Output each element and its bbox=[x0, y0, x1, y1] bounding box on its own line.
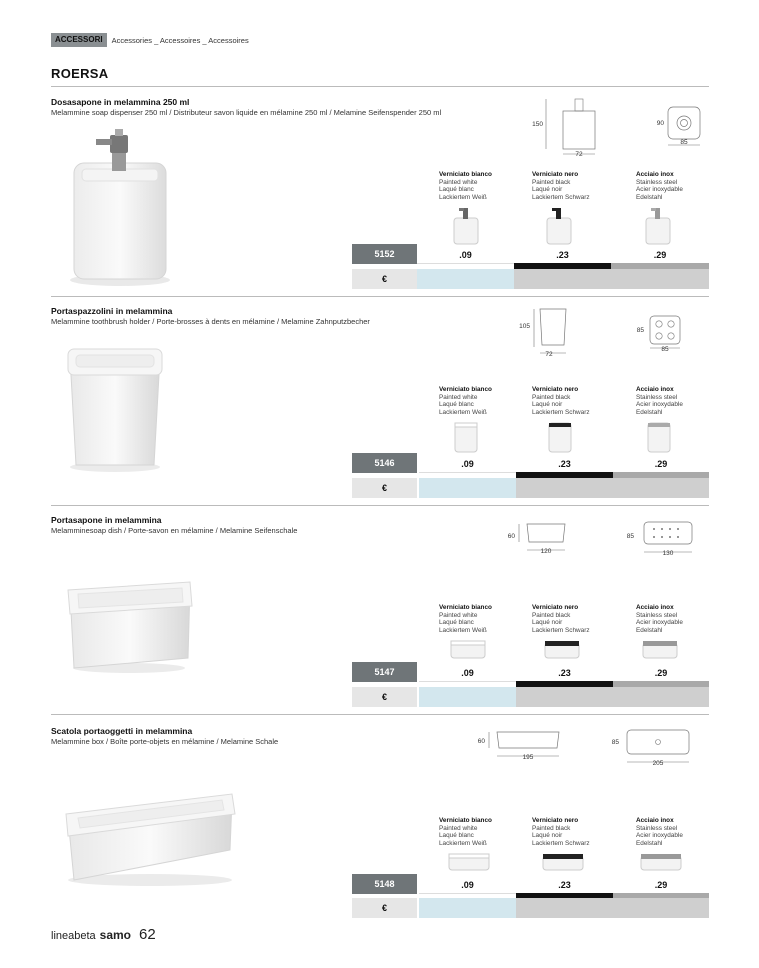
soap-dispenser-photo bbox=[60, 125, 180, 290]
holder-steel-thumbnail bbox=[645, 420, 673, 454]
product-description: Melammine toothbrush holder / Porte-brosses à dents en mélamine / Melamine Zahnputzbecher bbox=[51, 317, 370, 326]
product-title: Dosasapone in melammina 250 ml bbox=[51, 97, 190, 107]
dispenser-black-thumbnail bbox=[544, 204, 574, 246]
finish-steel: Acciaio inox Stainless steel Acier inoxydable Edelstahl bbox=[636, 817, 683, 847]
top-dimension-drawing bbox=[630, 312, 690, 356]
currency-label: € bbox=[352, 687, 417, 707]
finish-black: Verniciato nero Painted black Laqué noir Lackiertem Schwarz bbox=[532, 386, 590, 416]
storage-box-photo bbox=[60, 778, 240, 888]
product-code: 5146 bbox=[352, 453, 417, 473]
front-dimension-drawing bbox=[475, 728, 590, 764]
section-header bbox=[51, 33, 249, 47]
price-black: .23 bbox=[558, 668, 571, 678]
currency-label: € bbox=[352, 269, 417, 289]
price-cell-dark bbox=[516, 898, 709, 918]
finish-steel: Acciaio inox Stainless steel Acier inoxydable Edelstahl bbox=[636, 604, 683, 634]
width-label: 85 bbox=[680, 139, 688, 146]
price-cell-white bbox=[419, 898, 516, 918]
price-black: .23 bbox=[558, 880, 571, 890]
price-steel: .29 bbox=[654, 668, 668, 678]
height-label: 60 bbox=[477, 738, 485, 745]
footer-brand: samo bbox=[99, 928, 132, 942]
product-code: 5147 bbox=[352, 662, 417, 682]
box-steel-thumbnail bbox=[638, 851, 684, 873]
finish-white: Verniciato bianco Painted white Laqué blanc Lackiertem Weiß bbox=[439, 604, 492, 634]
width-label: 120 bbox=[540, 548, 552, 555]
product-description: Melammine box / Boîte porte-objets en mélamine / Melamine Schale bbox=[51, 737, 279, 746]
depth-label: 85 bbox=[626, 533, 634, 540]
width-label: 195 bbox=[522, 754, 534, 761]
divider bbox=[51, 714, 709, 715]
product-title: Portaspazzolini in melammina bbox=[51, 306, 173, 316]
top-dimension-drawing bbox=[624, 518, 704, 560]
price-steel: .29 bbox=[653, 250, 667, 260]
price-cell-white bbox=[419, 687, 516, 707]
section-tag: ACCESSORI bbox=[51, 33, 107, 47]
depth-label: 85 bbox=[636, 327, 644, 334]
product-title: Portasapone in melammina bbox=[51, 515, 162, 525]
product-code: 5152 bbox=[352, 244, 417, 264]
price-white: .09 bbox=[459, 250, 472, 260]
finish-white: Verniciato bianco Painted white Laqué blanc Lackiertem Weiß bbox=[439, 817, 492, 847]
product-description: Melammine soap dispenser 250 ml / Distributeur savon liquide en mélamine 250 ml / Melamine Seifenspender 250 ml bbox=[51, 108, 442, 117]
divider bbox=[51, 86, 709, 87]
price-white: .09 bbox=[461, 459, 474, 469]
price-cell-dark bbox=[514, 269, 709, 289]
width-label: 130 bbox=[662, 550, 674, 557]
top-dimension-drawing bbox=[609, 726, 704, 770]
currency-label: € bbox=[352, 478, 417, 498]
price-cell-white bbox=[417, 269, 514, 289]
finish-steel: Acciaio inox Stainless steel Acier inoxydable Edelstahl bbox=[636, 171, 683, 201]
finish-black: Verniciato nero Painted black Laqué noir Lackiertem Schwarz bbox=[532, 604, 590, 634]
finish-steel: Acciaio inox Stainless steel Acier inoxydable Edelstahl bbox=[636, 386, 683, 416]
price-cell-dark bbox=[516, 478, 709, 498]
width-label: 85 bbox=[661, 346, 669, 353]
box-black-thumbnail bbox=[540, 851, 586, 873]
finish-white: Verniciato bianco Painted white Laqué blanc Lackiertem Weiß bbox=[439, 386, 492, 416]
product-code: 5148 bbox=[352, 874, 417, 894]
width-label: 72 bbox=[545, 351, 553, 358]
price-steel: .29 bbox=[654, 880, 668, 890]
finish-black: Verniciato nero Painted black Laqué noir Lackiertem Schwarz bbox=[532, 817, 590, 847]
soap-dish-steel-thumbnail bbox=[640, 638, 680, 662]
holder-white-thumbnail bbox=[452, 420, 480, 454]
price-cell-white bbox=[419, 478, 516, 498]
soap-dish-white-thumbnail bbox=[448, 638, 488, 662]
toothbrush-holder-photo bbox=[60, 345, 170, 475]
height-label: 150 bbox=[532, 121, 543, 128]
top-dimension-drawing bbox=[648, 102, 708, 150]
width-label: 72 bbox=[575, 151, 583, 157]
currency-label: € bbox=[352, 898, 417, 918]
dispenser-white-thumbnail bbox=[451, 204, 481, 246]
page-footer bbox=[51, 926, 156, 943]
collection-title: ROERSA bbox=[51, 66, 109, 81]
divider bbox=[51, 296, 709, 297]
price-white: .09 bbox=[461, 668, 474, 678]
depth-label: 85 bbox=[611, 739, 619, 746]
price-steel: .29 bbox=[654, 459, 668, 469]
price-cell-dark bbox=[516, 687, 709, 707]
footer-line-name: lineabeta bbox=[51, 930, 96, 942]
soap-dish-black-thumbnail bbox=[542, 638, 582, 662]
width-label: 205 bbox=[652, 760, 664, 767]
price-black: .23 bbox=[558, 459, 571, 469]
product-title: Scatola portaoggetti in melammina bbox=[51, 726, 193, 736]
holder-black-thumbnail bbox=[546, 420, 574, 454]
box-white-thumbnail bbox=[446, 851, 492, 873]
soap-dish-photo bbox=[64, 576, 194, 674]
breadcrumb: Accessories _ Accessoires _ Accessoires bbox=[111, 35, 249, 45]
front-dimension-drawing bbox=[528, 95, 608, 157]
front-dimension-drawing bbox=[516, 305, 586, 361]
front-dimension-drawing bbox=[505, 520, 585, 560]
dispenser-steel-thumbnail bbox=[643, 204, 673, 246]
finish-black: Verniciato nero Painted black Laqué noir Lackiertem Schwarz bbox=[532, 171, 590, 201]
finish-white: Verniciato bianco Painted white Laqué blanc Lackiertem Weiß bbox=[439, 171, 492, 201]
divider bbox=[51, 505, 709, 506]
depth-label: 90 bbox=[656, 120, 664, 127]
page-number: 62 bbox=[139, 926, 156, 943]
price-black: .23 bbox=[556, 250, 569, 260]
price-white: .09 bbox=[461, 880, 474, 890]
product-description: Melamminesoap dish / Porte-savon en mélamine / Melamine Seifenschale bbox=[51, 526, 298, 535]
height-label: 105 bbox=[519, 323, 530, 330]
height-label: 60 bbox=[507, 533, 515, 540]
